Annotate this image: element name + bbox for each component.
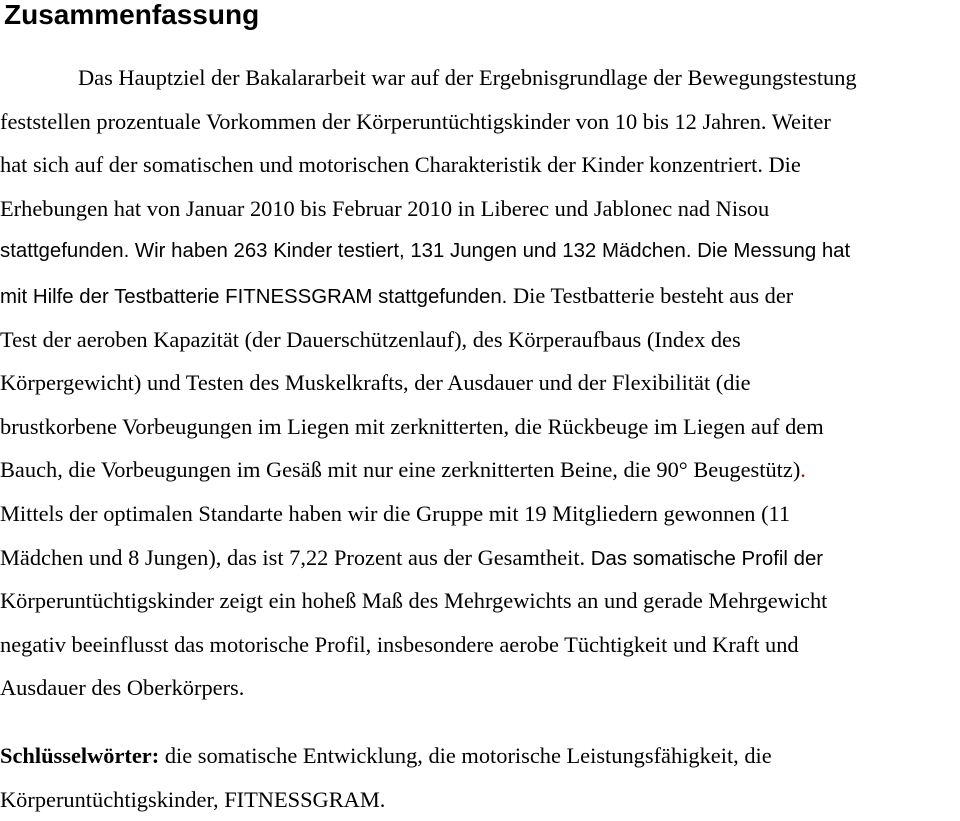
paragraph-line: Test der aeroben Kapazität (der Dauerschützenlauf), des Körperaufbaus (Index des [0,326,741,352]
paragraph-line: Körpergewicht) und Testen des Muskelkrafts, der Ausdauer und der Flexibilität (die [0,370,751,396]
paragraph-line: Das Hauptziel der Bakalararbeit war auf der Ergebnisgrundlage der Bewegungstestung [78,65,857,90]
paragraph-line: hat sich auf der somatischen und motorischen Charakteristik der Kinder konzentriert. Die [0,152,801,178]
abstract-body [0,56,954,710]
paragraph-line: feststellen prozentuale Vorkommen der Körperuntüchtigskinder von 10 bis 12 Jahren. Weiter [0,108,831,134]
paragraph-line: brustkorbene Vorbeugungen im Liegen mit zerknitterten, die Rückbeuge im Liegen auf dem [0,413,824,439]
red-period: . [800,457,806,483]
keywords-section [0,734,954,821]
paragraph-line [0,448,954,492]
paragraph-line [0,274,954,318]
text-run: Die Testbatterie besteht aus der [512,282,794,308]
text-run: Das somatische Profil der [590,547,824,570]
paragraph-line [0,536,954,580]
keywords-line: Körperuntüchtigskinder, FITNESSGRAM. [0,786,386,812]
text-run: Bauch, die Vorbeugungen im Gesäß mit nur eine zerknitterten Beine, die 90° Beugestütz) [0,457,801,483]
paragraph-line: negativ beeinflusst das motorische Profil, insbesondere aerobe Tüchtigkeit und Kraft und [0,631,799,657]
keywords-line [0,734,954,778]
keywords-text: die somatische Entwicklung, die motorische Leistungsfähigkeit, die [164,743,772,768]
text-run: mit Hilfe der Testbatterie FITNESSGRAM stattgefunden. [0,285,508,308]
page-title: Zusammenfassung [4,0,260,30]
text-run: Mädchen und 8 Jungen), das ist 7,22 Prozent aus der Gesamtheit. [0,544,586,570]
keywords-label: Schlüsselwörter: [0,743,160,768]
paragraph-line: Körperuntüchtigskinder zeigt ein hoheß Maß des Mehrgewichts an und gerade Mehrgewicht [0,588,828,614]
paragraph-line: stattgefunden. Wir haben 263 Kinder testiert, 131 Jungen und 132 Mädchen. Die Messung hat [0,240,851,263]
paragraph-line: Erhebungen hat von Januar 2010 bis Februar 2010 in Liberec und Jablonec nad Nisou [0,195,770,221]
paragraph-line: Mittels der optimalen Standarte haben wir die Gruppe mit 19 Mitgliedern gewonnen (11 [0,500,791,526]
paragraph-line: Ausdauer des Oberkörpers. [0,675,245,701]
